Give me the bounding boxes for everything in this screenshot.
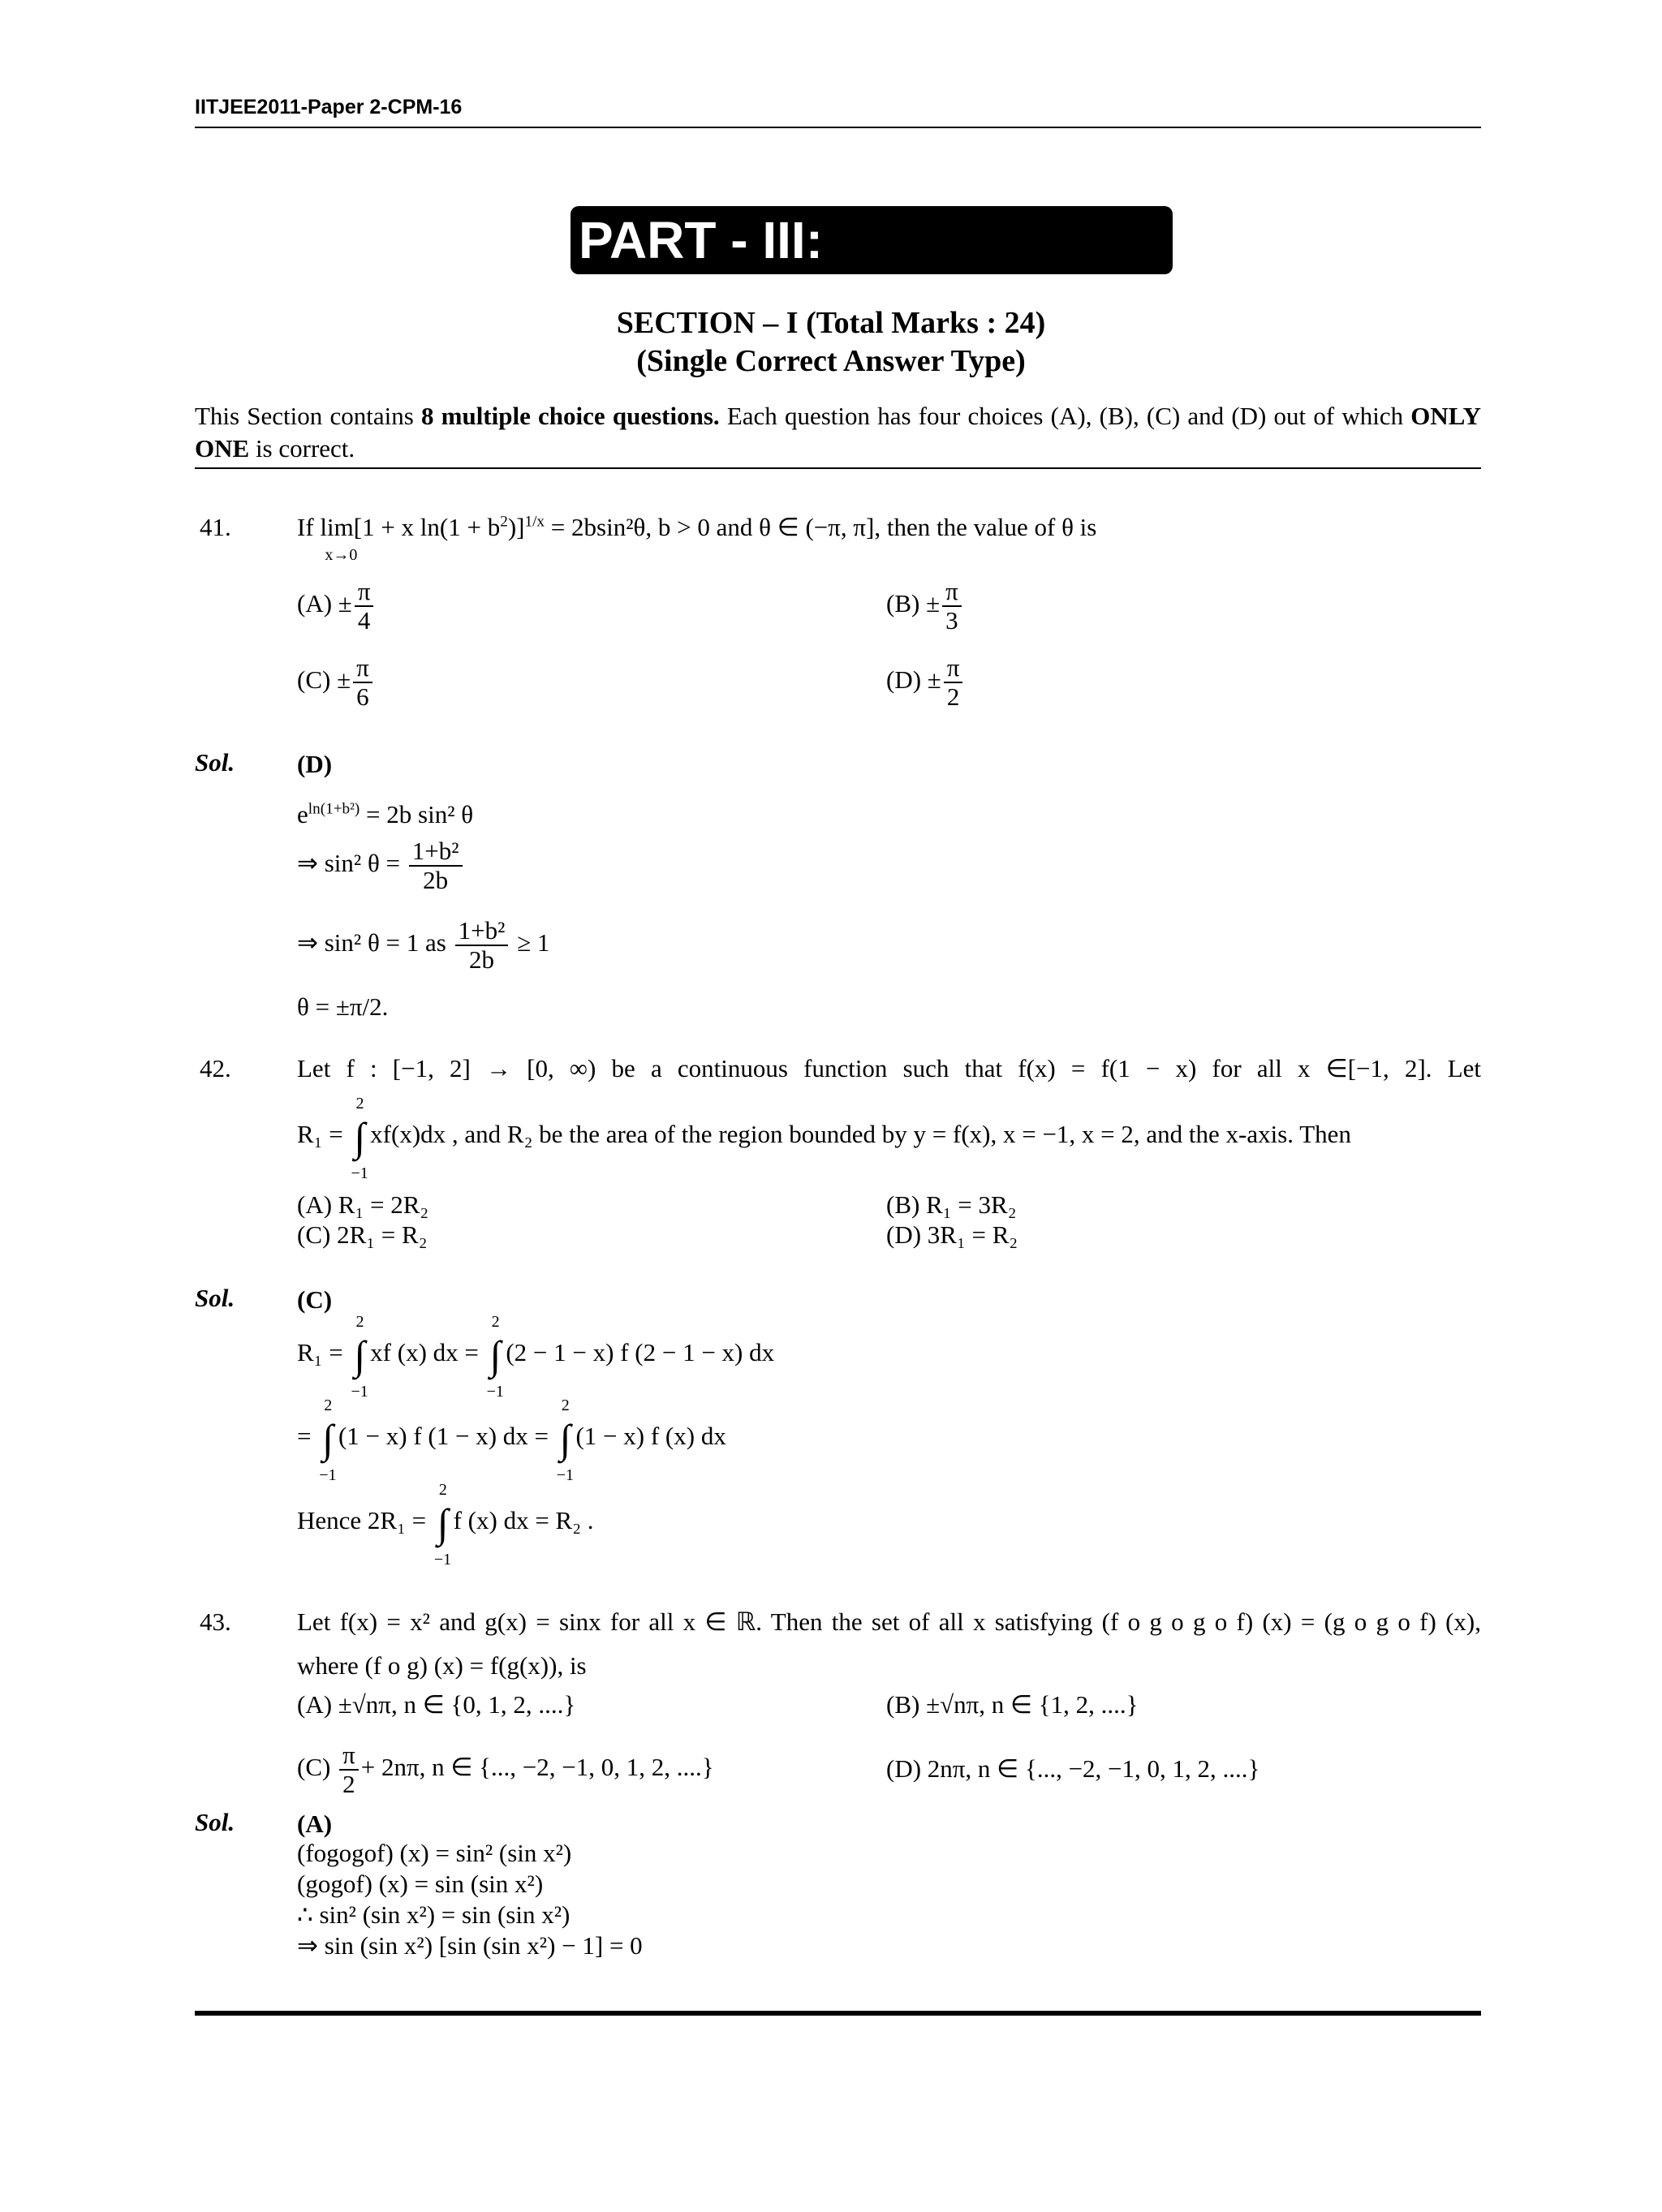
solution-label: Sol.	[195, 1284, 235, 1312]
option-a[interactable]: (A) R₁ = 2R₂	[297, 1190, 429, 1219]
solution-line	[297, 837, 465, 894]
solution-line: ∴ sin² (sin x²) = sin (sin x²)	[297, 1900, 571, 1929]
integral-upper: 2	[561, 1396, 570, 1414]
fraction-denominator: 2	[946, 682, 960, 711]
fraction-numerator: 1+b²	[455, 917, 509, 946]
sol-text: (1 − x) f (x) dx	[575, 1422, 726, 1451]
sol-text: (2 − 1 − x) f (2 − 1 − x) dx	[506, 1338, 775, 1367]
integral-lower: −1	[351, 1383, 368, 1401]
q42-text: xf(x)dx , and R₂ be the area of the region bounded by y = f(x), x = −1, x = 2, and the x-axis. Then	[370, 1120, 1351, 1149]
solution-line	[297, 1396, 726, 1484]
integral-lower: −1	[556, 1466, 575, 1484]
sol-exponent: ln(1+b²)	[308, 800, 360, 818]
question-41-stem: If lim x→0 [1 + x $\ln(1 + b^2)]^{1/x} = 2bsin^2\theta$, b > 0 and θ ∈ (−π, π], then the value of θ is	[297, 511, 1096, 544]
fraction-numerator: π	[942, 578, 962, 607]
integral-lower: −1	[486, 1383, 504, 1401]
q41-rest: = 2bsin²θ, b > 0 and θ ∈ (−π, π], then the value of θ is	[545, 513, 1097, 541]
section-instructions	[195, 400, 1481, 465]
fraction-numerator: π	[339, 1741, 359, 1771]
option-c[interactable]	[297, 1741, 714, 1798]
integral-symbol: ∫ 2 −1	[319, 1396, 337, 1484]
option-label: (D) ±	[886, 665, 941, 695]
question-43-stem-line2: where (f o g) (x) = f(g(x)), is	[297, 1651, 587, 1680]
question-42-stem: Let f : [−1, 2] → [0, ∞) be a continuous function such that f(x) = f(1 − x) for all x ∈[−1, 2]. Let	[297, 1054, 1481, 1082]
q41-expression-end: )]	[507, 513, 525, 541]
question-number: 43.	[200, 1607, 231, 1636]
option-a[interactable]	[297, 578, 376, 635]
integral-upper: 2	[438, 1481, 447, 1499]
solution-line	[297, 798, 473, 831]
sol-text: xf (x) dx =	[370, 1338, 485, 1367]
integral-lower: −1	[319, 1466, 337, 1484]
page-header: IITJEE2011-Paper 2-CPM-16	[195, 96, 463, 118]
sol-text: = 2b sin² θ	[360, 800, 474, 828]
integral-upper: 2	[491, 1313, 500, 1331]
sol-fraction	[455, 917, 509, 974]
fraction-numerator: π	[944, 654, 963, 683]
sol-text: R₁ =	[297, 1338, 350, 1367]
solution-line	[297, 917, 549, 974]
option-label: (A) ±	[297, 589, 352, 618]
integral-symbol: ∫ 2 −1	[433, 1481, 452, 1569]
limit-operator	[320, 511, 358, 564]
option-b[interactable]: (B) R₁ = 3R₂	[886, 1190, 1017, 1219]
option-a[interactable]: (A) ±√nπ, n ∈ {0, 1, 2, ....}	[297, 1690, 576, 1719]
solution-label: Sol.	[195, 1808, 235, 1836]
option-fraction	[355, 578, 374, 635]
intro-rule	[195, 467, 1481, 469]
solution-line: ⇒ sin (sin x²) [sin (sin x²) − 1] = 0	[297, 1931, 643, 1960]
option-fraction	[944, 654, 963, 711]
intro-text: is correct.	[249, 434, 355, 463]
option-label: (B) ±	[886, 589, 941, 618]
answer: (A)	[297, 1810, 333, 1838]
solution-line: θ = ±π/2.	[297, 992, 389, 1021]
footer-rule	[195, 2011, 1481, 2016]
sol-text: =	[297, 1422, 318, 1451]
q41-expression: [1 + x ln(1 + b	[353, 513, 501, 541]
r1-label: R₁ =	[297, 1120, 350, 1149]
header-rule	[195, 127, 1481, 128]
intro-text: Each question has four choices (A), (B), (C) and (D) out of which	[719, 402, 1411, 430]
option-d[interactable]: (D) 2nπ, n ∈ {..., −2, −1, 0, 1, 2, ....}	[886, 1754, 1260, 1783]
integral-upper: 2	[324, 1396, 333, 1414]
integral-lower: −1	[433, 1551, 452, 1569]
section-title: SECTION – I (Total Marks : 24)	[616, 306, 1046, 340]
question-number: 41.	[200, 513, 231, 541]
sol-text: ≥ 1	[510, 928, 550, 958]
sol-text: f (x) dx = R₂ .	[453, 1506, 594, 1535]
question-42-stem-line2	[297, 1095, 1351, 1182]
fraction-denominator: 4	[357, 606, 371, 635]
solution-line: (gogof) (x) = sin (sin x²)	[297, 1870, 544, 1898]
answer: (D)	[297, 750, 333, 778]
fraction-numerator: π	[353, 654, 372, 683]
option-b[interactable]	[886, 578, 964, 635]
option-text: + 2nπ, n ∈ {..., −2, −1, 0, 1, 2, ....}	[360, 1753, 714, 1782]
part-banner: PART - III:	[571, 206, 1173, 274]
integral-upper: 2	[355, 1313, 364, 1331]
option-fraction	[942, 578, 962, 635]
solution-line	[297, 1481, 594, 1569]
sol-text: ⇒ sin² θ = 1 as	[297, 928, 453, 958]
sol-text: Hence 2R₁ =	[297, 1506, 433, 1535]
option-label: (C)	[297, 1753, 338, 1782]
sol-fraction	[409, 837, 463, 894]
solution-label: Sol.	[195, 748, 235, 777]
intro-text: This Section contains	[195, 402, 421, 430]
integral-symbol: ∫ 2 −1	[486, 1313, 504, 1401]
q41-exponent: 1/x	[524, 513, 545, 531]
intro-emphasis: ONLY ONE	[195, 402, 1481, 463]
sol-text: e	[297, 800, 308, 828]
lim-subscript: x→0	[325, 546, 358, 564]
question-43-stem: Let f(x) = x² and g(x) = sinx for all x ∈ ℝ. Then the set of all x satisfying (f o g o g o f) (x) = (g o g o f) (x),	[297, 1607, 1481, 1636]
answer: (C)	[297, 1285, 333, 1314]
q41-if: If	[297, 513, 314, 541]
sol-text: (1 − x) f (1 − x) dx =	[338, 1422, 555, 1451]
fraction-numerator: π	[355, 578, 374, 607]
integral-upper: 2	[355, 1095, 364, 1112]
option-b[interactable]: (B) ±√nπ, n ∈ {1, 2, ....}	[886, 1690, 1139, 1719]
option-c[interactable]: (C) 2R₁ = R₂	[297, 1220, 428, 1249]
intro-emphasis: 8 multiple choice questions.	[420, 402, 720, 430]
integral-symbol: ∫ 2 −1	[556, 1396, 575, 1484]
option-fraction	[339, 1741, 359, 1798]
integral-lower: −1	[351, 1164, 368, 1182]
option-c[interactable]	[297, 654, 375, 711]
solution-line: (fogogof) (x) = sin² (sin x²)	[297, 1839, 572, 1867]
fraction-denominator: 6	[356, 682, 369, 711]
option-d[interactable]	[886, 654, 965, 711]
option-d[interactable]: (D) 3R₁ = R₂	[886, 1220, 1018, 1249]
integral-symbol: ∫ 2 −1	[351, 1313, 368, 1401]
sol-text: ⇒ sin² θ =	[297, 849, 407, 878]
section-subtitle: (Single Correct Answer Type)	[636, 344, 1026, 378]
fraction-denominator: 2b	[423, 866, 449, 894]
fraction-denominator: 2b	[469, 945, 494, 974]
integral-symbol: ∫ 2 −1	[351, 1095, 368, 1182]
question-number: 42.	[200, 1054, 231, 1082]
option-label: (C) ±	[297, 665, 351, 695]
fraction-denominator: 2	[342, 1770, 355, 1798]
solution-line	[297, 1313, 775, 1401]
option-fraction	[353, 654, 372, 711]
fraction-numerator: 1+b²	[409, 837, 463, 867]
lim-text: lim	[320, 513, 354, 541]
fraction-denominator: 3	[945, 606, 958, 635]
